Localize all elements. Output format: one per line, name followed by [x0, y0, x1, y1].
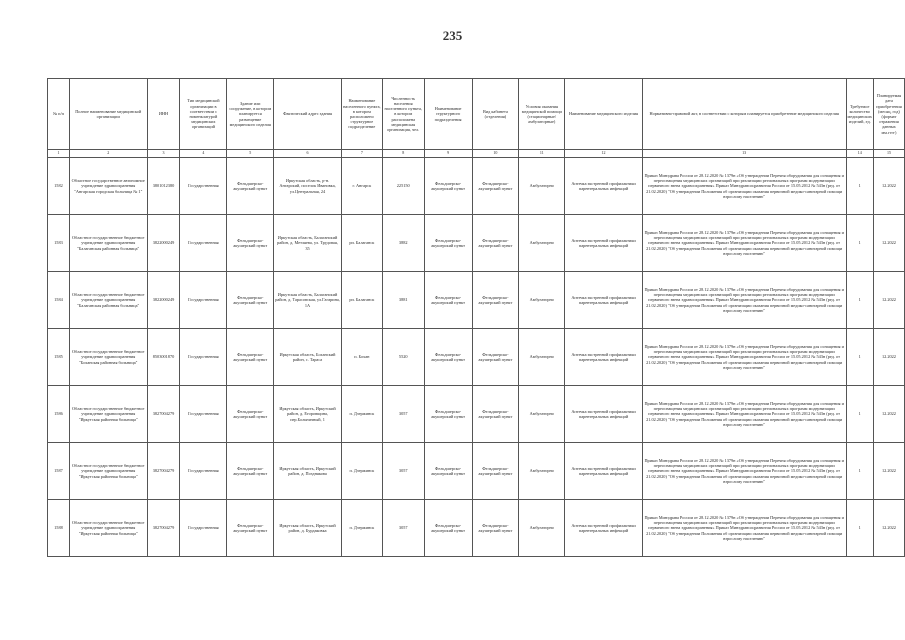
- header-row: [48, 79, 905, 150]
- cell-locality: п. Дзержинск: [341, 500, 382, 557]
- cell-date: 12.2022: [873, 215, 904, 272]
- cell-row-number: 1587: [48, 443, 70, 500]
- cell-org-name: Областное государственное бюджетное учреждение здравоохранения "Иркутская районная больница": [69, 386, 147, 443]
- column-number: 5: [227, 150, 274, 158]
- cell-quantity: 1: [846, 215, 873, 272]
- cell-legal-basis: Приказ Минздрава России от 28.12.2020 № 1379н «Об утверждении Перечня оборудования для оснащения и переоснащения медицинских организаций при реализации региональных программ модернизации первичного звена здравоохранения» Приказ Минздравсоцразвития России от 15.05.2012 № 543н (ред. от 21.02.2020) "Об утверждении Положения об организации оказания первичной медико-санитарной помощи взрослому населению": [642, 158, 846, 215]
- cell-building: Фельдшерско-акушерский пункт: [227, 272, 274, 329]
- table-row: [48, 215, 905, 272]
- cell-inn: 3827004279: [147, 443, 180, 500]
- table-row: [48, 272, 905, 329]
- cell-unit: Фельдшерско-акушерский пункт: [424, 215, 472, 272]
- cell-row-number: 1582: [48, 158, 70, 215]
- cell-building: Фельдшерско-акушерский пункт: [227, 329, 274, 386]
- cell-org-name: Областное государственное автономное учреждение здравоохранения "Ангарская городская больница № 1": [69, 158, 147, 215]
- cell-date: 12.2022: [873, 386, 904, 443]
- cell-cabinet-type: Фельдшерско-акушерский пункт: [472, 215, 519, 272]
- cell-legal-basis: Приказ Минздрава России от 28.12.2020 № 1379н «Об утверждении Перечня оборудования для оснащения и переоснащения медицинских организаций при реализации региональных программ модернизации первичного звена здравоохранения» Приказ Минздравсоцразвития России от 15.05.2012 № 543н (ред. от 21.02.2020) "Об утверждении Положения об организации оказания первичной медико-санитарной помощи взрослому населению": [642, 272, 846, 329]
- cell-row-number: 1588: [48, 500, 70, 557]
- cell-locality: п. Дзержинск: [341, 386, 382, 443]
- cell-date: 12.2022: [873, 500, 904, 557]
- cell-device: Аптечка экстренной профилактики парентеральных инфекций: [565, 158, 643, 215]
- header-legal-basis: Нормативно-правовой акт, в соответствии с которым планируется приобретение медицинского изделия: [642, 79, 846, 150]
- cell-conditions: Амбулаторно: [519, 386, 565, 443]
- cell-address: Иркутская область, Иркутский район, д. Бурдаковка: [274, 500, 342, 557]
- cell-legal-basis: Приказ Минздрава России от 28.12.2020 № 1379н «Об утверждении Перечня оборудования для оснащения и переоснащения медицинских организаций при реализации региональных программ модернизации первичного звена здравоохранения» Приказ Минздравсоцразвития России от 15.05.2012 № 543н (ред. от 21.02.2020) "Об утверждении Положения об организации оказания первичной медико-санитарной помощи взрослому населению": [642, 215, 846, 272]
- cell-locality: п. Дзержинск: [341, 443, 382, 500]
- header-num: № п/п: [48, 79, 70, 150]
- cell-population: 3882: [382, 215, 424, 272]
- cell-org-type: Государственная: [180, 215, 227, 272]
- cell-inn: 3801012380: [147, 158, 180, 215]
- cell-row-number: 1586: [48, 386, 70, 443]
- cell-unit: Фельдшерско-акушерский пункт: [424, 386, 472, 443]
- cell-building: Фельдшерско-акушерский пункт: [227, 215, 274, 272]
- column-number-row: [48, 150, 905, 158]
- cell-population: 3057: [382, 443, 424, 500]
- column-number: 12: [565, 150, 643, 158]
- column-number: 13: [642, 150, 846, 158]
- cell-address: Иркутская область, р-н. Ангарский, поселок Ивановка, ул.Центральная, 24: [274, 158, 342, 215]
- cell-quantity: 1: [846, 158, 873, 215]
- cell-date: 12.2022: [873, 158, 904, 215]
- cell-inn: 3822000249: [147, 215, 180, 272]
- cell-locality: г. Ангарск: [341, 158, 382, 215]
- cell-date: 12.2022: [873, 272, 904, 329]
- cell-date: 12.2022: [873, 443, 904, 500]
- cell-conditions: Амбулаторно: [519, 329, 565, 386]
- cell-cabinet-type: Фельдшерско-акушерский пункт: [472, 272, 519, 329]
- cell-address: Иркутская область, Иркутский район, д. Позднякова: [274, 443, 342, 500]
- cell-address: Иркутская область, Балаганский район, д. Метляева, ул. Трудовая, 35: [274, 215, 342, 272]
- cell-quantity: 1: [846, 443, 873, 500]
- header-population: Численность населения населенного пункта, в котором расположена медицинская организация, чел.: [382, 79, 424, 150]
- equipment-table: [47, 78, 905, 557]
- cell-row-number: 1584: [48, 272, 70, 329]
- table-row: [48, 158, 905, 215]
- cell-device: Аптечка экстренной профилактики парентеральных инфекций: [565, 386, 643, 443]
- header-address: Фактический адрес здания: [274, 79, 342, 150]
- header-locality: Наименование населенного пункта, в котором расположено структурное подразделение: [341, 79, 382, 150]
- cell-unit: Фельдшерско-акушерский пункт: [424, 500, 472, 557]
- cell-org-type: Государственная: [180, 443, 227, 500]
- cell-unit: Фельдшерско-акушерский пункт: [424, 272, 472, 329]
- header-unit: Наименование структурного подразделения: [424, 79, 472, 150]
- column-number: 14: [846, 150, 873, 158]
- cell-locality: рп. Балаганск: [341, 215, 382, 272]
- cell-building: Фельдшерско-акушерский пункт: [227, 158, 274, 215]
- cell-inn: 3822000249: [147, 272, 180, 329]
- cell-row-number: 1585: [48, 329, 70, 386]
- cell-quantity: 1: [846, 386, 873, 443]
- cell-unit: Фельдшерско-акушерский пункт: [424, 443, 472, 500]
- cell-population: 225150: [382, 158, 424, 215]
- cell-org-name: Областное государственное бюджетное учреждение здравоохранения "Балаганская районная больница": [69, 215, 147, 272]
- column-number: 10: [472, 150, 519, 158]
- column-number: 4: [180, 150, 227, 158]
- table-row: [48, 500, 905, 557]
- header-date: Планируемая дата приобретения (месяц, год) (формат отражения данных мм.гггг): [873, 79, 904, 150]
- header-device: Наименование медицинского изделия: [565, 79, 643, 150]
- cell-org-type: Государственная: [180, 158, 227, 215]
- cell-building: Фельдшерско-акушерский пункт: [227, 386, 274, 443]
- column-number: 1: [48, 150, 70, 158]
- cell-legal-basis: Приказ Минздрава России от 28.12.2020 № 1379н «Об утверждении Перечня оборудования для оснащения и переоснащения медицинских организаций при реализации региональных программ модернизации первичного звена здравоохранения» Приказ Минздравсоцразвития России от 15.05.2012 № 543н (ред. от 21.02.2020) "Об утверждении Положения об организации оказания первичной медико-санитарной помощи взрослому населению": [642, 329, 846, 386]
- cell-conditions: Амбулаторно: [519, 272, 565, 329]
- cell-conditions: Амбулаторно: [519, 443, 565, 500]
- table-row: [48, 443, 905, 500]
- header-cabinet-type: Вид кабинета (отделения): [472, 79, 519, 150]
- cell-device: Аптечка экстренной профилактики парентеральных инфекций: [565, 215, 643, 272]
- cell-org-name: Областное государственное бюджетное учреждение здравоохранения "Балаганская районная больница": [69, 272, 147, 329]
- cell-address: Иркутская область, Иркутский район, д. Егоровщина, пер.Больничный, 1: [274, 386, 342, 443]
- cell-unit: Фельдшерско-акушерский пункт: [424, 158, 472, 215]
- cell-cabinet-type: Фельдшерско-акушерский пункт: [472, 386, 519, 443]
- header-inn: ИНН: [147, 79, 180, 150]
- cell-device: Аптечка экстренной профилактики парентеральных инфекций: [565, 272, 643, 329]
- cell-cabinet-type: Фельдшерско-акушерский пункт: [472, 329, 519, 386]
- cell-cabinet-type: Фельдшерско-акушерский пункт: [472, 158, 519, 215]
- cell-device: Аптечка экстренной профилактики парентеральных инфекций: [565, 329, 643, 386]
- cell-inn: 3827004279: [147, 386, 180, 443]
- cell-org-type: Государственная: [180, 329, 227, 386]
- cell-cabinet-type: Фельдшерско-акушерский пункт: [472, 443, 519, 500]
- cell-population: 3057: [382, 500, 424, 557]
- cell-conditions: Амбулаторно: [519, 158, 565, 215]
- cell-org-type: Государственная: [180, 386, 227, 443]
- header-conditions: Условия оказания медицинской помощи (стационарные/амбулаторные): [519, 79, 565, 150]
- cell-locality: рп. Балаганск: [341, 272, 382, 329]
- cell-org-type: Государственная: [180, 272, 227, 329]
- column-number: 6: [274, 150, 342, 158]
- page-number: 235: [442, 28, 463, 43]
- column-number: 11: [519, 150, 565, 158]
- cell-conditions: Амбулаторно: [519, 215, 565, 272]
- column-number: 9: [424, 150, 472, 158]
- column-number: 8: [382, 150, 424, 158]
- cell-device: Аптечка экстренной профилактики парентеральных инфекций: [565, 443, 643, 500]
- cell-population: 5520: [382, 329, 424, 386]
- cell-quantity: 1: [846, 272, 873, 329]
- column-number: 3: [147, 150, 180, 158]
- cell-locality: п. Бохан: [341, 329, 382, 386]
- header-quantity: Требуемое количество медицинских изделий, ед.: [846, 79, 873, 150]
- cell-address: Иркутская область, Балаганский район, д. Тарасовская, ул.Гагарина, 1А: [274, 272, 342, 329]
- cell-unit: Фельдшерско-акушерский пункт: [424, 329, 472, 386]
- cell-building: Фельдшерско-акушерский пункт: [227, 443, 274, 500]
- cell-inn: 3827004279: [147, 500, 180, 557]
- cell-legal-basis: Приказ Минздрава России от 28.12.2020 № 1379н «Об утверждении Перечня оборудования для оснащения и переоснащения медицинских организаций при реализации региональных программ модернизации первичного звена здравоохранения» Приказ Минздравсоцразвития России от 15.05.2012 № 543н (ред. от 21.02.2020) "Об утверждении Положения об организации оказания первичной медико-санитарной помощи взрослому населению": [642, 386, 846, 443]
- cell-device: Аптечка экстренной профилактики парентеральных инфекций: [565, 500, 643, 557]
- cell-conditions: Амбулаторно: [519, 500, 565, 557]
- cell-date: 12.2022: [873, 329, 904, 386]
- cell-row-number: 1583: [48, 215, 70, 272]
- cell-legal-basis: Приказ Минздрава России от 28.12.2020 № 1379н «Об утверждении Перечня оборудования для оснащения и переоснащения медицинских организаций при реализации региональных программ модернизации первичного звена здравоохранения» Приказ Минздравсоцразвития России от 15.05.2012 № 543н (ред. от 21.02.2020) "Об утверждении Положения об организации оказания первичной медико-санитарной помощи взрослому населению": [642, 500, 846, 557]
- cell-legal-basis: Приказ Минздрава России от 28.12.2020 № 1379н «Об утверждении Перечня оборудования для оснащения и переоснащения медицинских организаций при реализации региональных программ модернизации первичного звена здравоохранения» Приказ Минздравсоцразвития России от 15.05.2012 № 543н (ред. от 21.02.2020) "Об утверждении Положения об организации оказания первичной медико-санитарной помощи взрослому населению": [642, 443, 846, 500]
- cell-cabinet-type: Фельдшерско-акушерский пункт: [472, 500, 519, 557]
- cell-quantity: 1: [846, 329, 873, 386]
- column-number: 7: [341, 150, 382, 158]
- cell-quantity: 1: [846, 500, 873, 557]
- header-building: Здание или сооружение, в котором планируется размещение медицинского изделия: [227, 79, 274, 150]
- cell-population: 3057: [382, 386, 424, 443]
- cell-org-name: Областное государственное бюджетное учреждение здравоохранения "Иркутская районная больница": [69, 443, 147, 500]
- cell-inn: 8503001870: [147, 329, 180, 386]
- table-row: [48, 329, 905, 386]
- cell-org-name: Областное государственное бюджетное учреждение здравоохранения "Иркутская районная больница": [69, 500, 147, 557]
- cell-building: Фельдшерско-акушерский пункт: [227, 500, 274, 557]
- column-number: 15: [873, 150, 904, 158]
- cell-org-type: Государственная: [180, 500, 227, 557]
- cell-org-name: Областное государственное бюджетное учреждение здравоохранения "Боханская районная больница": [69, 329, 147, 386]
- header-org-name: Полное наименование медицинской организации: [69, 79, 147, 150]
- cell-address: Иркутская область, Боханский район, с. Тараса: [274, 329, 342, 386]
- cell-population: 3881: [382, 272, 424, 329]
- column-number: 2: [69, 150, 147, 158]
- table-row: [48, 386, 905, 443]
- header-org-type: Тип медицинской организации в соответствии с номенклатурой медицинских организаций: [180, 79, 227, 150]
